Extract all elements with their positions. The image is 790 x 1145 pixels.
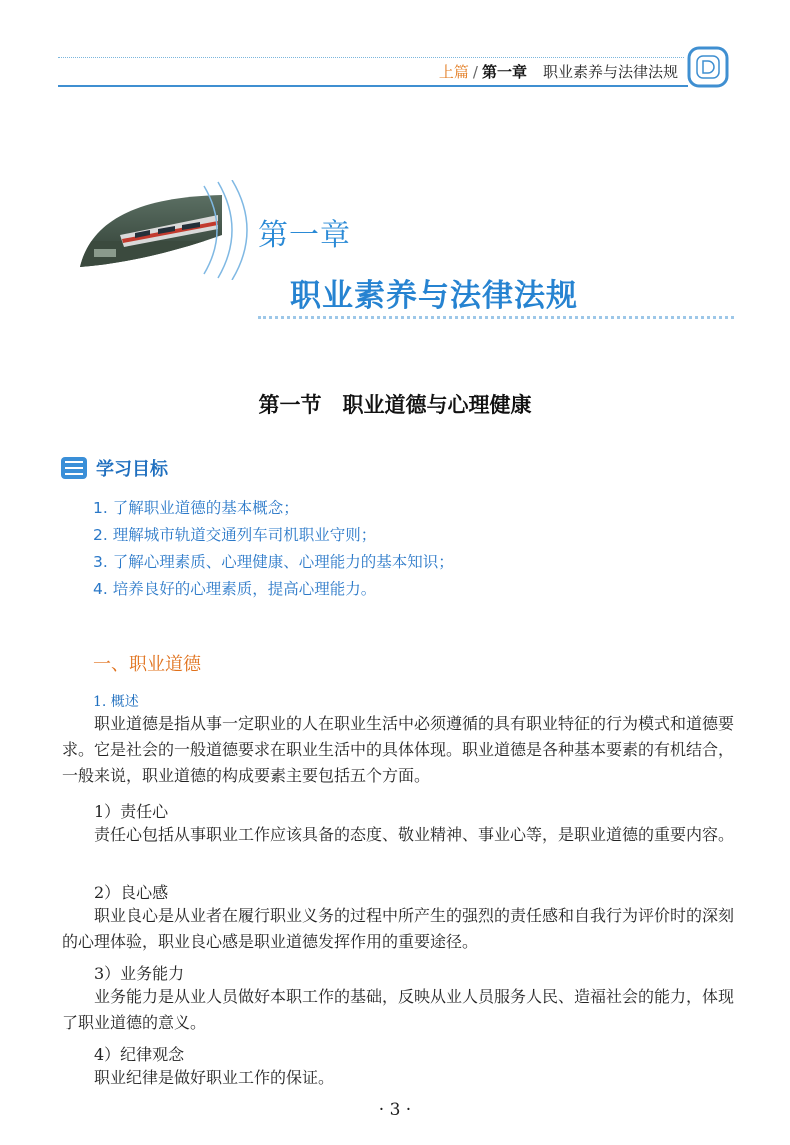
banner-arcs [200,180,260,280]
header-separator: / [472,63,478,81]
item-paragraph: 职业良心是从业者在履行职业义务的过程中所产生的强烈的责任感和自我行为评价时的深刻的心理体验，职业良心感是职业道德发挥作用的重要途径。 [62,906,735,952]
header-dotted-rule [58,57,684,58]
item-paragraph: 业务能力是从业人员做好本职工作的基础，反映从业人员服务人民、造福社会的能力，体现了职业道德的意义。 [62,987,735,1033]
page-number: · 3 · [378,1100,412,1120]
header-badge-icon [686,45,730,89]
item-paragraph: 责任心包括从事职业工作应该具备的态度、敬业精神、事业心等，是职业道德的重要内容。 [94,825,735,844]
list-item: 4. 培养良好的心理素质，提高心理能力。 [93,580,377,598]
banner-dotted-rule [258,316,734,319]
chapter-number: 第一章 [258,218,351,253]
objectives-list [93,497,454,605]
header-rule [58,85,688,87]
item-paragraph: 职业纪律是做好职业工作的保证。 [94,1068,335,1087]
objectives-heading: 学习目标 [96,459,168,480]
minor-heading: 1. 概述 [93,694,139,710]
header-title: 职业素养与法律法规 [542,63,678,81]
item-label: 3）业务能力 [94,964,185,983]
section-title: 第一节 职业道德与心理健康 [258,392,532,417]
item-label: 4）纪律观念 [94,1045,185,1064]
item-label: 2）良心感 [94,883,169,902]
header-chapter: 第一章 [481,63,527,81]
subsection-heading: 一、职业道德 [93,654,201,675]
running-header [439,61,678,82]
item-label: 1）责任心 [94,802,169,821]
intro-paragraph: 职业道德是指从事一定职业的人在职业生活中必须遵循的具有职业特征的行为模式和道德要求。它是社会的一般道德要求在职业生活中的具体体现。职业道德是各种基本要素的有机结合，一般来说，职业道德的构成要素主要包括五个方面。 [62,714,735,786]
objectives-icon [60,456,88,480]
list-item: 1. 了解职业道德的基本概念； [93,499,299,517]
list-item: 3. 了解心理素质、心理健康、心理能力的基本知识； [93,553,454,571]
list-item: 2. 理解城市轨道交通列车司机职业守则； [93,526,377,544]
chapter-title: 职业素养与法律法规 [290,278,578,314]
header-part: 上篇 [438,63,469,81]
